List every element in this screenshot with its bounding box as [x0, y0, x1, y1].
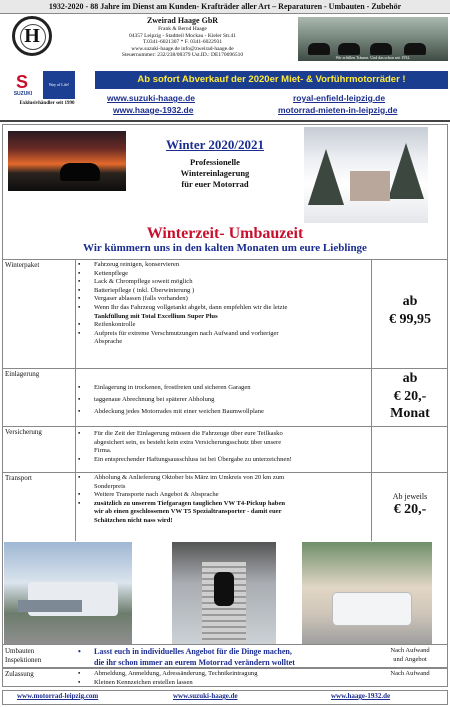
list-item: • Abmeldung, Anmeldung, Adressänderung, Technikeintragung	[78, 670, 370, 679]
list-item: • Für die Zeit der Einlagerung müssen die Fahrzeuge über eure Teilkasko abgesichert sein, es besteht kein extra Versicherungsschutz über unsere Firma.	[78, 430, 378, 456]
list-item: • Einlagerung in trockenen, frostfreien und sicheren Garagen	[78, 382, 370, 394]
transport-price-prefix: Ab jeweils	[392, 492, 428, 501]
winter-sub-line-3: für euer Motorrad	[181, 179, 249, 189]
header-photo-caption: Wir erfüllen Träume. Und das schon seit 1932.	[335, 55, 411, 60]
row-label-umbauten: Umbauten Inspektionen	[5, 647, 42, 664]
header-divider	[0, 120, 450, 122]
list-item: • Weitere Transporte nach Angebot & Absprache	[78, 491, 370, 500]
suzuki-s-icon: S	[15, 72, 28, 92]
list-item: • Fahrzeug reinigen, konservieren	[78, 261, 370, 270]
company-owners: Frank & Bernd Haage	[158, 26, 207, 32]
einlagerung-price: € 20,-	[393, 389, 427, 404]
umbauten-text: • Lasst euch in individuelles Angebot für die Dinge machen, die ihr schon immer an eurem Motorrad verändern wolltet	[78, 647, 295, 667]
footer-link-haage-1932[interactable]: www.haage-1932.de	[331, 692, 391, 700]
exclusive-dealer-text: Exklusivhändler seit 1990	[19, 101, 75, 106]
winter-sub-line-2: Wintereinlagerung	[180, 168, 250, 178]
list-item: • Abholung & Anlieferung Oktober bis März im Umkreis von 20 km zum Sonderpreis	[78, 474, 370, 491]
footer-links	[2, 690, 448, 705]
list-item: • Wenn Ihr das Fahrzeug vollgetankt abgebt, dann empfehlen wir die letzte Tankfüllung mit Total Excellium Super Plus	[78, 304, 370, 321]
row-label-zulassung: Zulassung	[5, 670, 34, 678]
link-suzuki-haage[interactable]: www.suzuki-haage.de	[107, 93, 196, 103]
company-web-mail: www.suzuki-haage.de info@zweirad-haage.de	[131, 45, 234, 52]
winterpaket-price-prefix: ab	[402, 294, 418, 309]
list-item: • Vergaser ablassen (falls vorhanden)	[78, 295, 370, 304]
list-item: • taggenaue Abrechnung bei späterer Abholung	[78, 394, 370, 406]
company-tax: Steuernummer: 232/238/08379 Ust.ID.: DE170696510	[121, 52, 244, 58]
top-banner: 1932-2020 - 88 Jahre im Dienst am Kunden- Krafträder aller Art – Reparaturen - Umbauten - Zubehör	[0, 0, 450, 14]
list-item: • Batteriepflege ( inkl. Überwinterung )	[78, 287, 370, 296]
row-label-einlagerung: Einlagerung	[5, 370, 40, 378]
list-item: • Ein entsprechender Haftungsausschluss ist bei Übergabe zu unterzeichnen!	[78, 456, 378, 465]
company-phone: T.0341-6021307 * F. 0341-6022931	[142, 39, 223, 45]
link-royal-enfield[interactable]: royal-enfield-leipzig.de	[293, 93, 386, 103]
winter-garden-photo	[304, 127, 428, 223]
einlagerung-price-prefix: ab	[402, 371, 418, 386]
list-item: • Reifenkontrolle	[78, 321, 370, 330]
winter-sub-line-1: Professionelle	[190, 157, 240, 167]
way-of-life-badge: Way of Life!	[43, 71, 75, 99]
row-label-versicherung: Versicherung	[5, 428, 42, 436]
transporter-ramp-photo	[172, 542, 276, 644]
winter-title: Winter 2020/2021	[165, 137, 265, 152]
list-item: • Kettenpflege	[78, 270, 370, 279]
footer-link-suzuki-haage[interactable]: www.suzuki-haage.de	[173, 692, 238, 700]
link-motorrad-mieten[interactable]: motorrad-mieten-in-leipzig.de	[278, 105, 398, 115]
list-item: • Aufpreis für extreme Verschmutzungen nach Aufwand und vorheriger Absprache	[78, 330, 370, 347]
list-item: • Abdeckung jedes Motorrades mit einer weichen Baumwollplane	[78, 406, 370, 418]
link-haage-1932[interactable]: www.haage-1932.de	[113, 105, 194, 115]
list-item: • Lack & Chrompflege soweit möglich	[78, 278, 370, 287]
winterpaket-list	[78, 261, 370, 347]
winterpaket-price: € 99,95	[389, 312, 431, 327]
van-street-photo	[302, 542, 432, 644]
company-street: 04357 Leipzig - Stadtteil Mockau - Kieler Str.41	[129, 32, 236, 39]
sunset-motorcycle-photo	[8, 131, 126, 191]
zulassung-list	[78, 670, 370, 687]
row-label-winterpaket: Winterpaket	[5, 261, 40, 269]
zulassung-price: Nach Aufwand	[390, 670, 430, 677]
einlagerung-list	[78, 382, 370, 418]
suzuki-dealer-block	[3, 71, 91, 110]
pickup-truck-photo	[4, 542, 132, 644]
transport-list	[78, 474, 370, 526]
footer-link-motorrad-leipzig[interactable]: www.motorrad-leipzig.com	[17, 692, 99, 700]
einlagerung-unit: Monat	[390, 406, 430, 421]
header-riders-photo	[298, 17, 448, 61]
list-item: • zusätzlich zu unserem Tiefgaragen tauglichen VW T4-Pickup haben wir ab einen geschlossenen VW T5 Spezialtransporter - damit euer Schätzchen nicht nass wird!	[78, 500, 370, 526]
header-links	[95, 90, 448, 118]
company-address-block	[95, 16, 270, 59]
promo-banner: Ab sofort Abverkauf der 2020er Miet- & Vorführmotorräder !	[95, 71, 448, 89]
company-name: Zweirad Haage GbR	[146, 16, 219, 25]
list-item: • Kleinen Kennzeichen erstellen lassen	[78, 679, 370, 688]
transport-price: € 20,-	[393, 502, 427, 517]
umbauten-price: Nach Aufwand und Angebot	[390, 647, 430, 663]
haage-logo-letter: H	[24, 25, 40, 47]
suzuki-logo	[6, 71, 40, 99]
versicherung-list	[78, 430, 378, 464]
row-label-transport: Transport	[5, 474, 32, 482]
suzuki-brand: SUZUKI	[13, 91, 33, 97]
subline: Wir kümmern uns in den kalten Monaten um eure Lieblinge	[83, 242, 367, 254]
winter-subtitle	[150, 157, 280, 190]
headline: Winterzeit- Umbauzeit	[146, 225, 304, 242]
